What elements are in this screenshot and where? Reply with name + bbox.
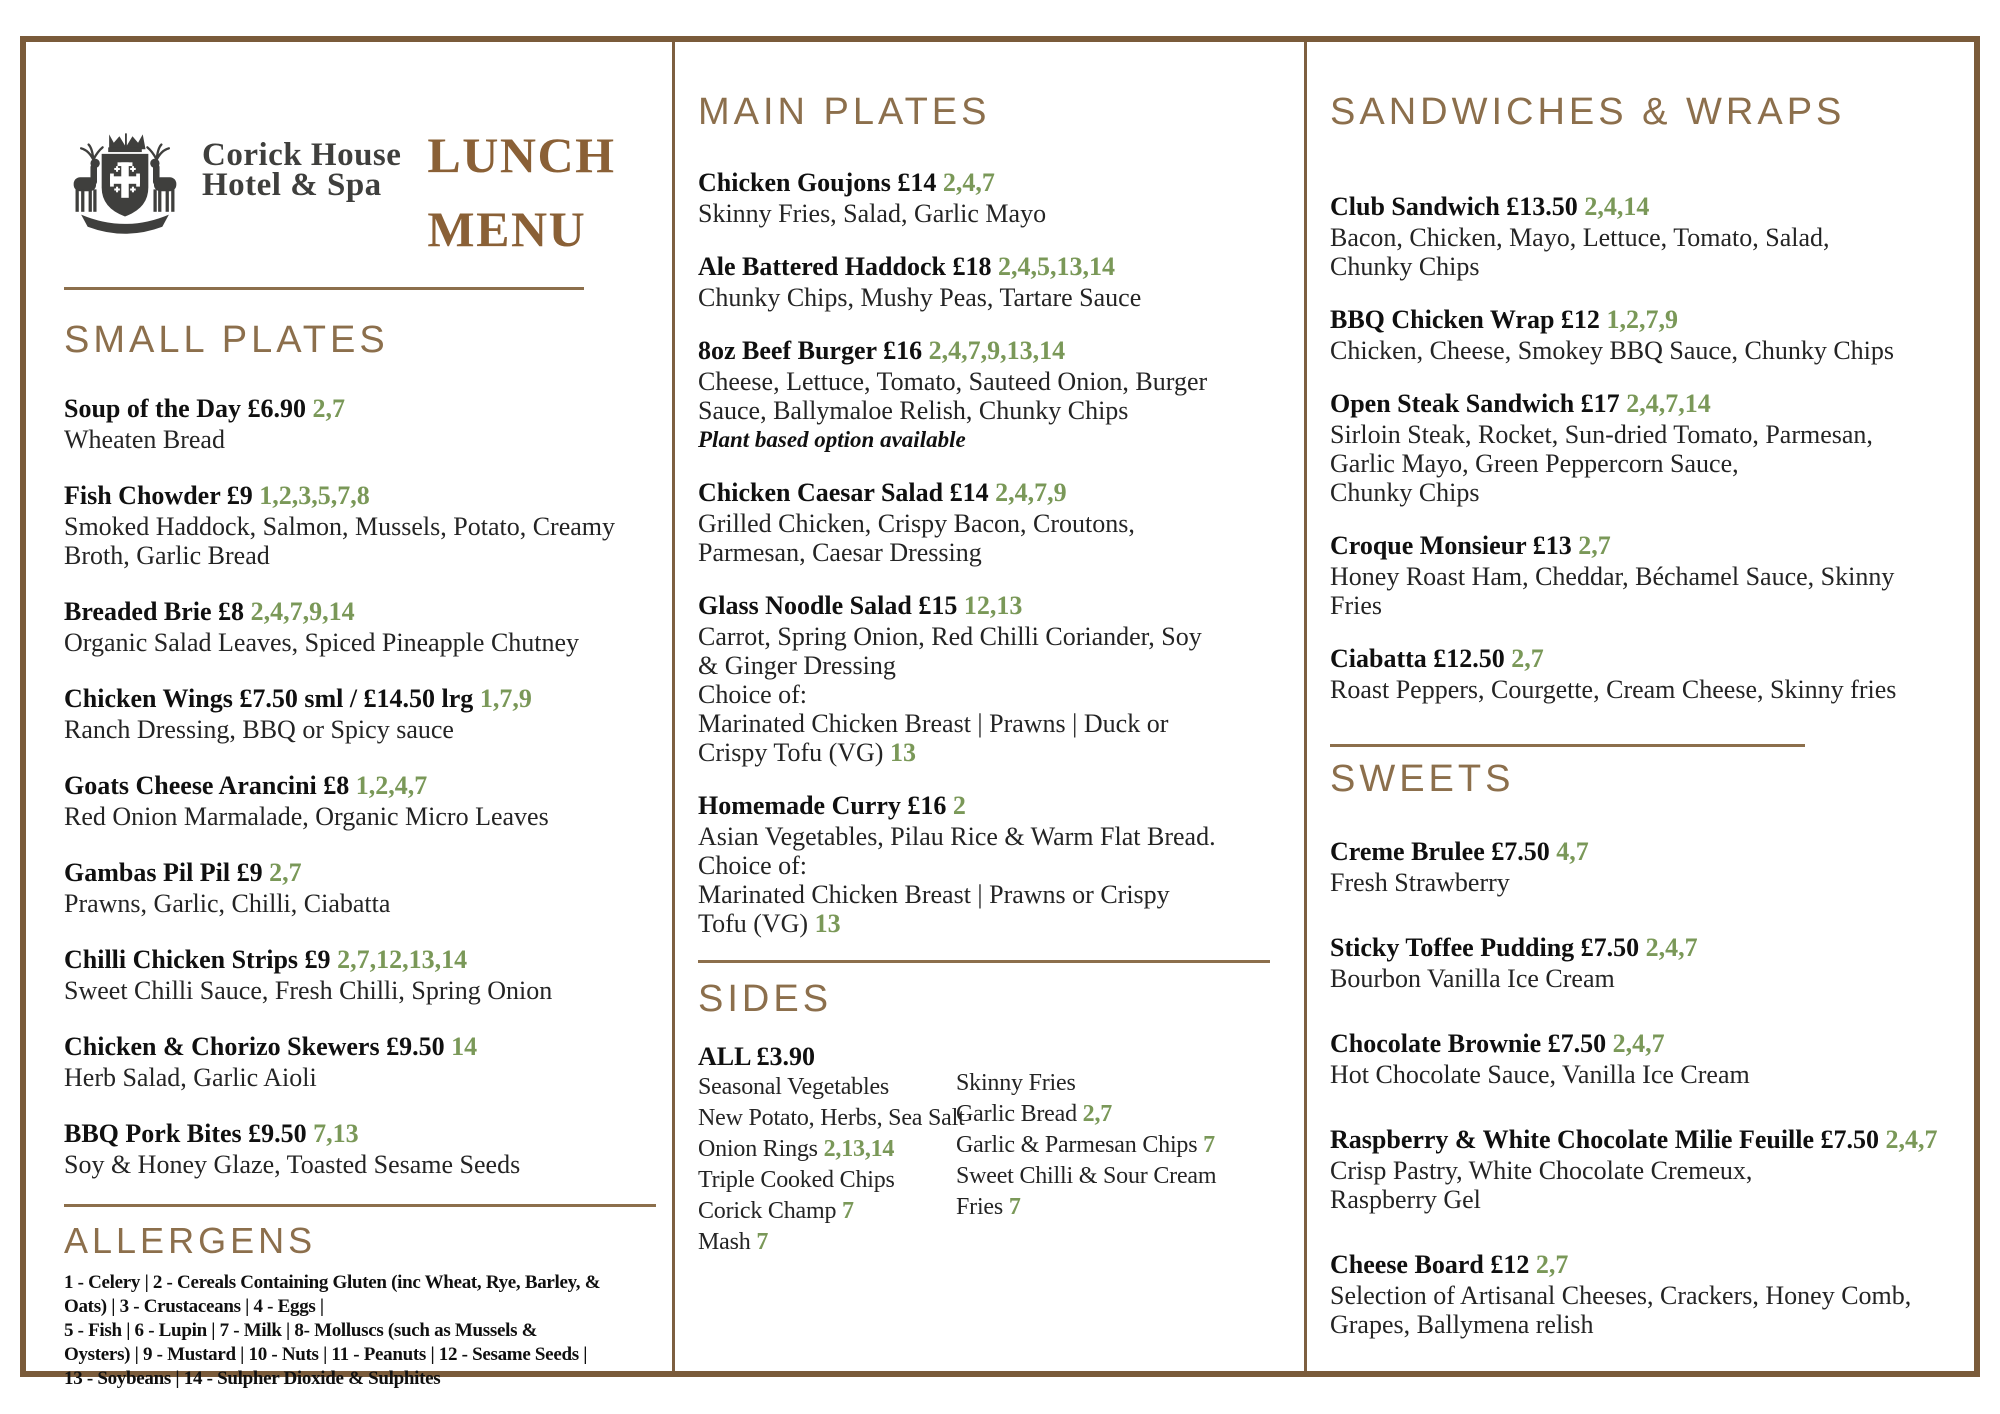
allergen-numbers: 7: [836, 1198, 854, 1224]
menu-item-desc-line: Smoked Haddock, Salmon, Mussels, Potato, Creamy: [64, 512, 616, 541]
menu-item: [698, 476, 1294, 567]
allergen-numbers: 7,13: [306, 1119, 359, 1148]
allergen-numbers: 2,4,14: [1577, 192, 1650, 221]
allergen-numbers: 2,7: [1076, 1101, 1113, 1127]
stag-crest-logo: [64, 125, 186, 237]
menu-item-note: Plant based option available: [698, 427, 966, 452]
sandwiches-list: [1330, 190, 1972, 704]
menu-item-desc-line: Herb Salad, Garlic Aioli: [64, 1063, 317, 1092]
main-plates-list: [698, 166, 1294, 938]
allergen-numbers: 2,4,7,9: [988, 478, 1067, 507]
hotel-name-line1: Corick House: [202, 137, 402, 173]
menu-item-desc-line: Honey Roast Ham, Cheddar, Béchamel Sauce, Skinny: [1330, 562, 1895, 591]
sides-price-label: ALL £3.90: [698, 1042, 816, 1071]
allergen-numbers: 1,2,4,7: [349, 771, 428, 800]
menu-item-desc-line: Red Onion Marmalade, Organic Micro Leaves: [64, 802, 549, 831]
allergen-key-line: Oysters) | 9 - Mustard | 10 - Nuts | 11 - Peanuts | 12 - Sesame Seeds |: [64, 1344, 588, 1365]
menu-item-desc-line: Garlic Mayo, Green Peppercorn Sauce,: [1330, 449, 1739, 478]
menu-item-desc-line: Choice of:: [698, 680, 808, 709]
side-item: Triple Cooked Chips: [698, 1167, 895, 1193]
menu-title-line1: LUNCH: [427, 127, 616, 183]
menu-item-name: Open Steak Sandwich £17 2,4,7,14: [1330, 389, 1711, 418]
allergen-numbers: 2,13,14: [817, 1136, 895, 1162]
allergen-key-list: [64, 1271, 664, 1391]
allergen-numbers: 2,7: [1571, 531, 1611, 560]
menu-item: [64, 682, 664, 744]
allergen-numbers: 12,13: [957, 591, 1023, 620]
brand-header: [64, 88, 664, 257]
allergen-numbers: 2,4,7: [1639, 933, 1698, 962]
stag-right: [147, 145, 176, 212]
menu-item-name: Glass Noodle Salad £15 12,13: [698, 591, 1023, 620]
menu-item: [64, 1117, 664, 1179]
menu-item-desc-line: Chunky Chips: [1330, 252, 1480, 281]
menu-item-desc-line: Sauce, Ballymaloe Relish, Chunky Chips: [698, 396, 1129, 425]
stag-left: [74, 145, 103, 212]
menu-item: [64, 595, 664, 657]
menu-item: [1330, 835, 1972, 897]
menu-item: [1330, 1248, 1972, 1339]
menu-item-desc-line: Asian Vegetables, Pilau Rice & Warm Flat Bread.: [698, 822, 1216, 851]
menu-item-name: Ale Battered Haddock £18 2,4,5,13,14: [698, 252, 1115, 281]
menu-item: [698, 789, 1294, 938]
menu-item-desc-line: Tofu (VG) 13: [698, 909, 841, 938]
menu-item-name: BBQ Pork Bites £9.50 7,13: [64, 1119, 359, 1148]
side-item: Seasonal Vegetables: [698, 1074, 890, 1100]
menu-item-desc-line: Fresh Strawberry: [1330, 868, 1510, 897]
menu-item: [698, 250, 1294, 312]
menu-item-name: 8oz Beef Burger £16 2,4,7,9,13,14: [698, 336, 1066, 365]
column-divider-left: [672, 42, 675, 1371]
menu-item-desc-line: Sirloin Steak, Rocket, Sun-dried Tomato, Parmesan,: [1330, 420, 1873, 449]
menu-item-desc-line: Broth, Garlic Bread: [64, 541, 270, 570]
menu-item-desc-line: Grilled Chicken, Crispy Bacon, Croutons,: [698, 509, 1135, 538]
column-main-plates: [698, 88, 1294, 1258]
side-item: Onion Rings 2,13,14: [698, 1136, 895, 1162]
menu-item-desc-line: Roast Peppers, Courgette, Cream Cheese, Skinny fries: [1330, 675, 1897, 704]
menu-item-desc-line: Cheese, Lettuce, Tomato, Sauteed Onion, Burger: [698, 367, 1208, 396]
menu-item-desc-line: Bacon, Chicken, Mayo, Lettuce, Tomato, Salad,: [1330, 223, 1830, 252]
menu-item-name: Breaded Brie £8 2,4,7,9,14: [64, 597, 355, 626]
small-plates-list: [64, 392, 664, 1179]
menu-title: [427, 118, 615, 266]
menu-item-desc-line: Sweet Chilli Sauce, Fresh Chilli, Spring Onion: [64, 976, 553, 1005]
sweets-list: [1330, 835, 1972, 1339]
menu-item-desc-line: Crisp Pastry, White Chocolate Cremeux,: [1330, 1156, 1753, 1185]
menu-item-name: Cheese Board £12 2,7: [1330, 1250, 1569, 1279]
allergen-numbers: 13: [883, 738, 916, 767]
menu-item-desc-line: Chicken, Cheese, Smokey BBQ Sauce, Chunky Chips: [1330, 336, 1895, 365]
menu-item-name: Sticky Toffee Pudding £7.50 2,4,7: [1330, 933, 1698, 962]
menu-item-desc-line: Chunky Chips, Mushy Peas, Tartare Sauce: [698, 283, 1142, 312]
menu-item-desc-line: Marinated Chicken Breast | Prawns | Duck or: [698, 709, 1169, 738]
section-title-main-plates: MAIN PLATES: [698, 91, 991, 133]
menu-item-name: Creme Brulee £7.50 4,7: [1330, 837, 1589, 866]
menu-item-desc-line: Choice of:: [698, 851, 808, 880]
menu-item-desc-line: Chunky Chips: [1330, 478, 1480, 507]
menu-item-name: Homemade Curry £16 2: [698, 791, 966, 820]
sides-list-right: [956, 1068, 1216, 1223]
menu-item: [698, 334, 1294, 454]
allergen-numbers: 2,4,7,9,14: [244, 597, 355, 626]
section-title-sides: SIDES: [698, 978, 833, 1020]
menu-item-desc-line: Organic Salad Leaves, Spiced Pineapple Chutney: [64, 628, 580, 657]
side-item: Mash 7: [698, 1229, 769, 1255]
column-small-plates: [64, 88, 664, 1391]
menu-item-desc-line: Carrot, Spring Onion, Red Chilli Coriander, Soy: [698, 622, 1202, 651]
menu-item-desc-line: Marinated Chicken Breast | Prawns or Crispy: [698, 880, 1170, 909]
menu-item: [1330, 190, 1972, 281]
column-divider-right: [1304, 42, 1307, 1371]
allergen-numbers: 2: [946, 791, 966, 820]
menu-item-desc-line: Prawns, Garlic, Chilli, Ciabatta: [64, 889, 391, 918]
allergen-numbers: 2,4,7,9,13,14: [922, 336, 1066, 365]
menu-item-name: Chicken Caesar Salad £14 2,4,7,9: [698, 478, 1067, 507]
menu-item: [1330, 529, 1972, 620]
hotel-name: [202, 137, 402, 203]
allergen-numbers: 7: [750, 1229, 769, 1255]
side-item: Garlic & Parmesan Chips 7: [956, 1132, 1215, 1158]
allergen-numbers: 2,4,5,13,14: [991, 252, 1115, 281]
section-title-allergens: ALLERGENS: [64, 1220, 317, 1261]
menu-item-name: Chicken Goujons £14 2,4,7: [698, 168, 995, 197]
menu-item-desc-line: Raspberry Gel: [1330, 1185, 1481, 1214]
menu-item-name: Ciabatta £12.50 2,7: [1330, 644, 1544, 673]
menu-item: [64, 392, 664, 454]
menu-item: [1330, 1027, 1972, 1089]
menu-item: [1330, 931, 1972, 993]
side-item: Fries 7: [956, 1194, 1021, 1220]
menu-item-desc-line: Parmesan, Caesar Dressing: [698, 538, 982, 567]
menu-item-name: Chicken & Chorizo Skewers £9.50 14: [64, 1032, 478, 1061]
logo-divider-rule: [64, 287, 584, 290]
allergen-key-line: 13 - Soybeans | 14 - Sulpher Dioxide & Sulphites: [64, 1368, 441, 1389]
sides-divider-rule: [698, 960, 1270, 963]
side-item: Corick Champ 7: [698, 1198, 854, 1224]
section-title-sandwiches: SANDWICHES & WRAPS: [1330, 91, 1846, 133]
menu-item-name: BBQ Chicken Wrap £12 1,2,7,9: [1330, 305, 1678, 334]
menu-item-desc-line: Ranch Dressing, BBQ or Spicy sauce: [64, 715, 454, 744]
menu-item-desc-line: & Ginger Dressing: [698, 651, 896, 680]
sides-columns: [698, 1041, 1294, 1258]
allergen-key-line: 1 - Celery | 2 - Cereals Containing Gluten (inc Wheat, Rye, Barley, &: [64, 1272, 601, 1293]
side-item: Garlic Bread 2,7: [956, 1101, 1113, 1127]
menu-item-desc-line: Skinny Fries, Salad, Garlic Mayo: [698, 199, 1047, 228]
menu-item: [1330, 387, 1972, 507]
menu-item: [698, 589, 1294, 767]
menu-item: [64, 1030, 664, 1092]
allergen-numbers: 7: [1197, 1132, 1215, 1158]
menu-item: [1330, 642, 1972, 704]
allergen-numbers: 1,2,7,9: [1599, 305, 1678, 334]
allergen-numbers: 2,7: [262, 858, 302, 887]
sweets-divider-rule: [1330, 744, 1805, 747]
section-title-small-plates: SMALL PLATES: [64, 319, 389, 361]
allergen-numbers: 2,7: [305, 394, 345, 423]
allergen-numbers: 4,7: [1549, 837, 1589, 866]
menu-item-name: Goats Cheese Arancini £8 1,2,4,7: [64, 771, 428, 800]
allergen-numbers: 2,4,7,14: [1619, 389, 1711, 418]
menu-item: [698, 166, 1294, 228]
menu-item-desc-line: Grapes, Ballymena relish: [1330, 1310, 1594, 1339]
menu-item-name: Soup of the Day £6.90 2,7: [64, 394, 345, 423]
allergen-numbers: 2,4,7: [1606, 1029, 1665, 1058]
menu-item: [64, 943, 664, 1005]
allergen-numbers: 1,2,3,5,7,8: [252, 481, 370, 510]
menu-item: [64, 769, 664, 831]
menu-item-desc-line: Hot Chocolate Sauce, Vanilla Ice Cream: [1330, 1060, 1750, 1089]
menu-item-desc-line: Fries: [1330, 591, 1382, 620]
side-item: New Potato, Herbs, Sea Salt: [698, 1105, 965, 1131]
allergen-numbers: 7: [1003, 1194, 1021, 1220]
allergen-numbers: 1,7,9: [473, 684, 532, 713]
allergen-numbers: 2,4,7: [1879, 1125, 1938, 1154]
allergen-numbers: 2,7: [1504, 644, 1544, 673]
menu-item-desc-line: Bourbon Vanilla Ice Cream: [1330, 964, 1615, 993]
menu-item-desc-line: Soy & Honey Glaze, Toasted Sesame Seeds: [64, 1150, 521, 1179]
menu-item-name: Chilli Chicken Strips £9 2,7,12,13,14: [64, 945, 468, 974]
menu-item-desc-line: Wheaten Bread: [64, 425, 225, 454]
allergen-numbers: 2,4,7: [936, 168, 995, 197]
side-item: Sweet Chilli & Sour Cream: [956, 1163, 1217, 1189]
allergen-key-line: 5 - Fish | 6 - Lupin | 7 - Milk | 8- Molluscs (such as Mussels &: [64, 1320, 538, 1341]
menu-item-name: Chicken Wings £7.50 sml / £14.50 lrg 1,7,9: [64, 684, 532, 713]
menu-title-line2: MENU: [427, 201, 587, 257]
section-title-sweets: SWEETS: [1330, 758, 1515, 800]
menu-item-desc-line: Crispy Tofu (VG) 13: [698, 738, 916, 767]
menu-item-name: Club Sandwich £13.50 2,4,14: [1330, 192, 1650, 221]
menu-item: [64, 479, 664, 570]
hotel-name-line2: Hotel & Spa: [202, 167, 382, 203]
menu-item: [1330, 303, 1972, 365]
allergen-numbers: 14: [444, 1032, 478, 1061]
menu-item-name: Croque Monsieur £13 2,7: [1330, 531, 1611, 560]
side-item: Skinny Fries: [956, 1070, 1076, 1096]
menu-item-name: Chocolate Brownie £7.50 2,4,7: [1330, 1029, 1665, 1058]
allergens-divider-rule: [64, 1204, 656, 1207]
allergen-numbers: 2,7: [1529, 1250, 1569, 1279]
column-sandwiches-sweets: [1330, 88, 1972, 1373]
menu-item: [1330, 1123, 1972, 1214]
allergen-key-line: Oats) | 3 - Crustaceans | 4 - Eggs |: [64, 1296, 324, 1317]
menu-item-name: Gambas Pil Pil £9 2,7: [64, 858, 302, 887]
allergen-numbers: 13: [808, 909, 841, 938]
menu-item-name: Fish Chowder £9 1,2,3,5,7,8: [64, 481, 370, 510]
menu-item-desc-line: Selection of Artisanal Cheeses, Crackers, Honey Comb,: [1330, 1281, 1912, 1310]
menu-item: [64, 856, 664, 918]
menu-item-name: Raspberry & White Chocolate Milie Feuille £7.50 2,4,7: [1330, 1125, 1938, 1154]
allergen-numbers: 2,7,12,13,14: [330, 945, 468, 974]
